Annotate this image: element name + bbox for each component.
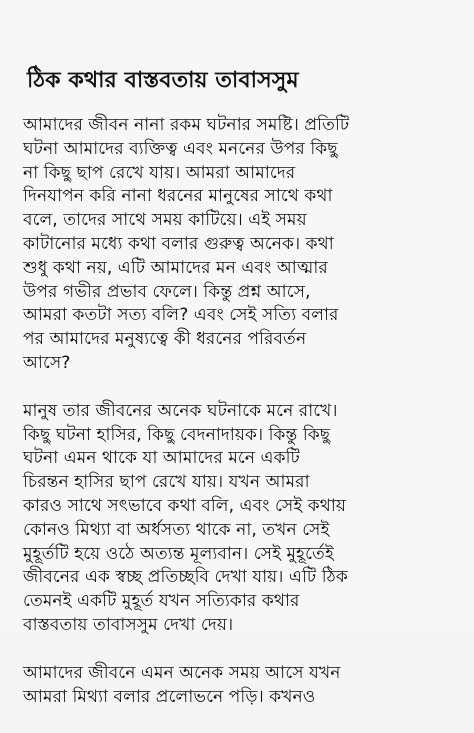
text-line: বাস্তবতায় তাবাসসুম দেখা দেয়। (23, 614, 234, 635)
paragraph-1 (23, 114, 463, 376)
text-line: দিনযাপন করি নানা ধরনের মানুষের সাথে কথা (23, 186, 333, 207)
text-line: উপর গভীর প্রভাব ফেলে। কিন্তু প্রশ্ন আসে, (23, 281, 311, 302)
text-line: ঘটনা আমাদের ব্যক্তিত্ব এবং মননের উপর কিছু (23, 138, 338, 159)
text-line: কাটানোর মধ্যে কথা বলার গুরুত্ব অনেক। কথা (23, 233, 334, 254)
text-line: কোনও মিথ্যা বা অর্ধসত্য থাকে না, তখন সেই (23, 519, 330, 540)
paragraph-3 (23, 662, 463, 710)
text-line: জীবনের এক স্বচ্ছ প্রতিচ্ছবি দেখা যায়। এটি ঠিক (23, 567, 348, 588)
text-line: কিছু ঘটনা হাসির, কিছু বেদনাদায়ক। কিন্তু কিছু (23, 424, 331, 445)
text-line: শুধু কথা নয়, এটি আমাদের মন এবং আত্মার (23, 257, 328, 278)
text-line: আসে? (23, 352, 71, 373)
document-body (23, 114, 463, 733)
text-line: ঘটনা এমন থাকে যা আমাদের মনে একটি (23, 448, 300, 469)
text-line: তেমনই একটি মুহূর্ত যখন সত্যিকার কথার (23, 591, 300, 612)
paragraph-2 (23, 400, 463, 638)
text-line: আমরা মিথ্যা বলার প্রলোভনে পড়ি। কখনও (23, 686, 316, 707)
text-line: আমাদের জীবন নানা রকম ঘটনার সমষ্টি। প্রতিটি (23, 115, 350, 135)
text-line: আমরা কতটা সত্য বলি? এবং সেই সত্যি বলার (23, 305, 339, 326)
text-line: কারও সাথে সৎভাবে কথা বলি, এবং সেই কথায় (23, 495, 346, 516)
text-line: মানুষ তার জীবনের অনেক ঘটনাকে মনে রাখে। (23, 400, 338, 421)
text-line: মুহূর্তটি হয়ে ওঠে অত্যন্ত মূল্যবান। সেই মুহূর্তেই (23, 543, 334, 564)
text-line: বলে, তাদের সাথে সময় কাটিয়ে। এই সময় (23, 210, 307, 231)
text-line: না কিছু ছাপ রেখে যায়। আমরা আমাদের (23, 162, 296, 183)
text-line: চিরন্তন হাসির ছাপ রেখে যায়। যখন আমরা (23, 472, 310, 493)
text-line: আমাদের জীবনে এমন অনেক সময় আসে যখন (23, 662, 341, 683)
document-title: ঠিক কথার বাস্তবতায় তাবাসসুম (27, 68, 299, 93)
text-line: পর আমাদের মনুষ্যত্বে কী ধরনের পরিবর্তন (23, 329, 307, 350)
